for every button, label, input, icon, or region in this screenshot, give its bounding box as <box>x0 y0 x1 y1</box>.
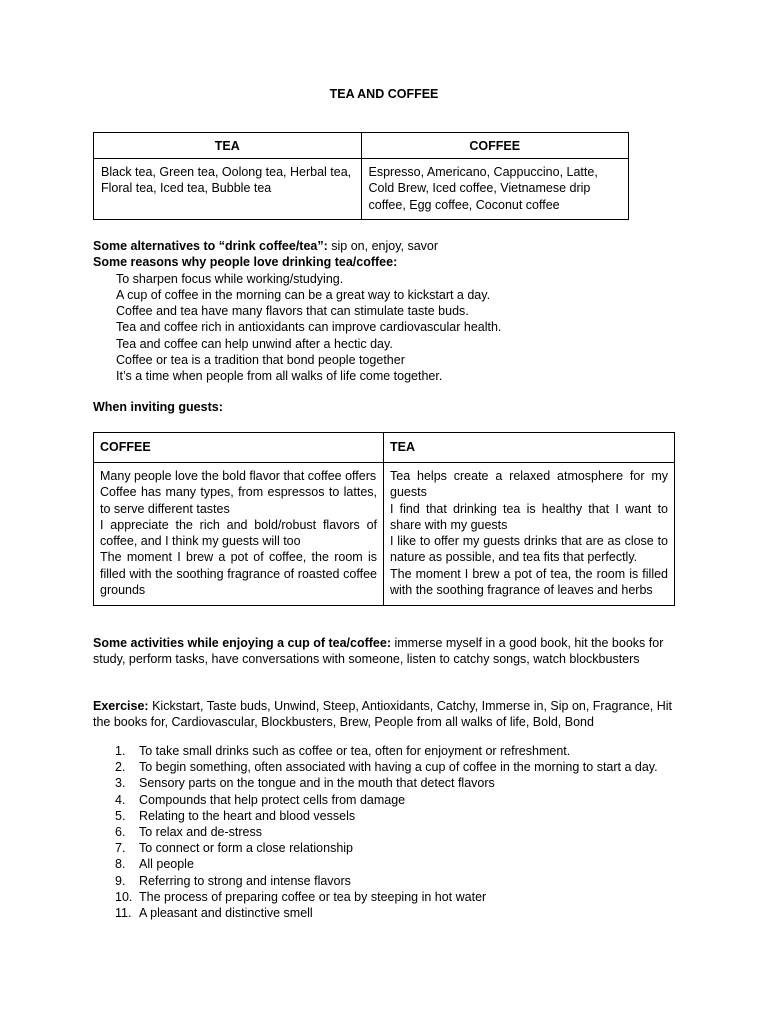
cell-line: The moment I brew a pot of coffee, the room is filled with the soothing fragrance of roasted coffee grounds <box>100 550 377 598</box>
cell-line: Coffee has many types, from espressos to lattes, to serve different tastes <box>100 485 377 516</box>
alternatives-section <box>93 238 675 385</box>
activities-text: immerse myself in a good book, hit the books for study, perform tasks, have conversations with someone, listen to catchy songs, watch blockbusters <box>93 636 664 667</box>
item-text: To connect or form a close relationship <box>139 841 353 856</box>
item-number: 11. <box>115 906 132 921</box>
item-number: 8. <box>115 857 126 872</box>
tea-guests-cell <box>384 463 675 606</box>
reason-item: Coffee or tea is a tradition that bond people together <box>116 353 405 368</box>
list-item <box>93 792 675 808</box>
item-number: 4. <box>115 792 126 807</box>
exercise-list <box>93 743 675 921</box>
tea-types-cell: Black tea, Green tea, Oolong tea, Herbal tea, Floral tea, Iced tea, Bubble tea <box>94 159 362 220</box>
item-text: To relax and de-stress <box>139 825 262 840</box>
item-number: 7. <box>115 841 126 856</box>
item-text: All people <box>139 857 194 872</box>
table-header-coffee: COFFEE <box>361 133 629 159</box>
reason-item: Tea and coffee rich in antioxidants can improve cardiovascular health. <box>116 320 502 335</box>
item-text: To begin something, often associated with having a cup of coffee in the morning to start a day. <box>139 760 658 775</box>
cell-line: I like to offer my guests drinks that are as close to nature as possible, and tea fits that perfectly. <box>390 534 668 565</box>
inviting-guests-table <box>93 432 675 606</box>
table-header-coffee: COFFEE <box>94 433 384 463</box>
cell-line: Tea helps create a relaxed atmosphere for my guests <box>390 469 668 500</box>
table-header-tea: TEA <box>94 133 362 159</box>
cell-line: Many people love the bold flavor that coffee offers <box>100 469 377 483</box>
list-item <box>93 775 675 791</box>
activities-label: Some activities while enjoying a cup of tea/coffee: <box>93 636 391 650</box>
reason-item: Tea and coffee can help unwind after a hectic day. <box>116 336 393 351</box>
reason-item: Coffee and tea have many flavors that can stimulate taste buds. <box>116 304 469 319</box>
reason-item: It’s a time when people from all walks of life come together. <box>116 369 443 384</box>
item-number: 9. <box>115 873 126 888</box>
item-text: Referring to strong and intense flavors <box>139 873 351 888</box>
item-text: The process of preparing coffee or tea by steeping in hot water <box>139 889 487 904</box>
alternatives-text: sip on, enjoy, savor <box>327 239 439 253</box>
reason-item: To sharpen focus while working/studying. <box>116 271 344 286</box>
guests-label: When inviting guests: <box>93 400 223 414</box>
alternatives-label: Some alternatives to “drink coffee/tea”: <box>93 239 328 253</box>
exercise-section <box>93 698 675 731</box>
item-number: 5. <box>115 808 126 823</box>
coffee-types-cell: Espresso, Americano, Cappuccino, Latte, Cold Brew, Iced coffee, Vietnamese drip coffee, Egg coffee, Coconut coffee <box>361 159 629 220</box>
list-item <box>93 824 675 840</box>
list-item <box>93 808 675 824</box>
item-text: A pleasant and distinctive smell <box>139 906 313 921</box>
item-number: 6. <box>115 825 126 840</box>
list-item <box>93 889 675 905</box>
item-text: Sensory parts on the tongue and in the mouth that detect flavors <box>139 776 495 791</box>
list-item <box>93 743 675 759</box>
item-text: Compounds that help protect cells from damage <box>139 792 406 807</box>
coffee-guests-cell <box>94 463 384 606</box>
tea-coffee-types-table <box>93 132 629 220</box>
page-title: TEA AND COFFEE <box>329 87 439 101</box>
item-number: 1. <box>115 744 126 758</box>
item-number: 3. <box>115 776 126 791</box>
item-text: Relating to the heart and blood vessels <box>139 808 356 823</box>
table-header-tea: TEA <box>384 433 675 463</box>
list-item <box>93 856 675 872</box>
list-item <box>93 840 675 856</box>
cell-line: The moment I brew a pot of tea, the room is filled with the soothing fragrance of leaves and herbs <box>390 566 668 598</box>
item-number: 10. <box>115 889 133 904</box>
reasons-label: Some reasons why people love drinking tea/coffee: <box>93 255 398 270</box>
list-item <box>93 873 675 889</box>
reason-item: A cup of coffee in the morning can be a great way to kickstart a day. <box>116 287 491 302</box>
exercise-label: Exercise: <box>93 699 149 713</box>
cell-line: I find that drinking tea is healthy that I want to share with my guests <box>390 501 668 532</box>
cell-line: I appreciate the rich and bold/robust flavors of coffee, and I think my guests will too <box>100 517 377 549</box>
list-item <box>93 759 675 775</box>
activities-section <box>93 635 675 668</box>
item-text: To take small drinks such as coffee or tea, often for enjoyment or refreshment. <box>139 744 571 758</box>
list-item <box>93 905 675 921</box>
exercise-text: Kickstart, Taste buds, Unwind, Steep, Antioxidants, Catchy, Immerse in, Sip on, Fragrance, Hit the books for, Cardiovascular, Blockbusters, Brew, People from all walks of life, Bold, Bond <box>93 699 672 730</box>
item-number: 2. <box>115 760 126 775</box>
